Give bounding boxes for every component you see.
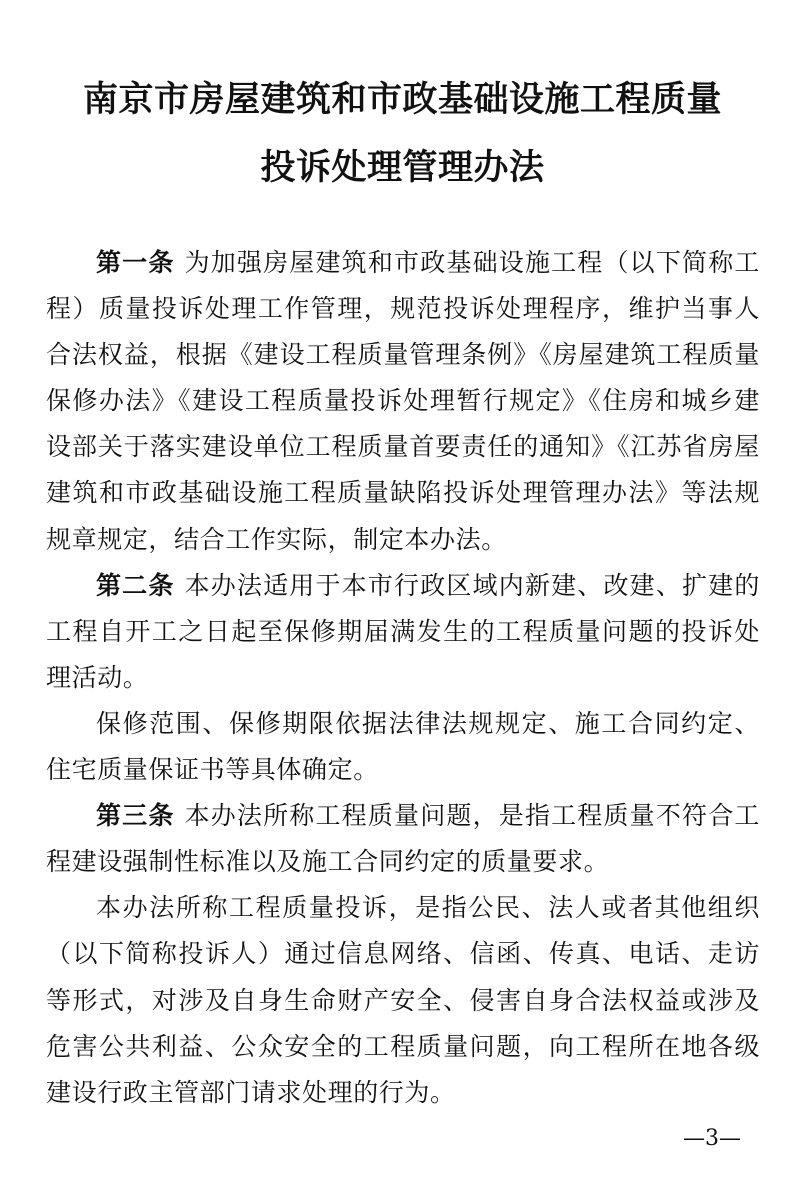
document-title-line-2: 投诉处理管理办法 [260,147,545,188]
paragraph-article-2-clause-2 [46,701,760,793]
article-number: 第二条 [96,570,175,600]
article-number: 第三条 [96,801,175,831]
paragraph-text: 本办法所称工程质量问题，是指工程质量不符合工程建设强制性标准以及施工合同约定的质量要求。 [46,801,761,877]
paragraph-article-2 [46,563,760,701]
paragraph-text: 本办法所称工程质量投诉，是指公民、法人或者其他组织（以下简称投诉人）通过信息网络、信函、传真、电话、走访等形式，对涉及自身生命财产安全、侵害自身合法权益或涉及危害公共利益、公众安全的工程质量问题，向工程所在地各级建设行政主管部门请求处理的行为。 [46,893,760,1107]
paragraph-article-3-clause-2 [46,885,760,1115]
page-number: —3— [683,1126,741,1151]
document-body [46,240,760,1116]
paragraph-text: 为加强房屋建筑和市政基础设施工程（以下简称工程）质量投诉处理工作管理，规范投诉处理程序，维护当事人合法权益，根据《建设工程质量管理条例》《房屋建筑工程质量保修办法》《建设工程质量投诉处理暂行规定》《住房和城乡建设部关于落实建设单位工程质量首要责任的通知》《江苏省房屋建筑和市政基础设施工程质量缺陷投诉处理管理办法》等法规规章规定，结合工作实际，制定本办法。 [46,248,761,554]
paragraph-text: 保修范围、保修期限依据法律法规规定、施工合同约定、住宅质量保证书等具体确定。 [46,708,760,785]
paragraph-article-1 [46,240,760,563]
article-number: 第一条 [96,248,175,277]
paragraph-text: 本办法适用于本市行政区域内新建、改建、扩建的工程自开工之日起至保修期届满发生的工程质量问题的投诉处理活动。 [46,570,761,692]
document-title-line-1: 南京市房屋建筑和市政基础设施工程质量 [82,79,722,120]
paragraph-article-3 [46,793,760,885]
